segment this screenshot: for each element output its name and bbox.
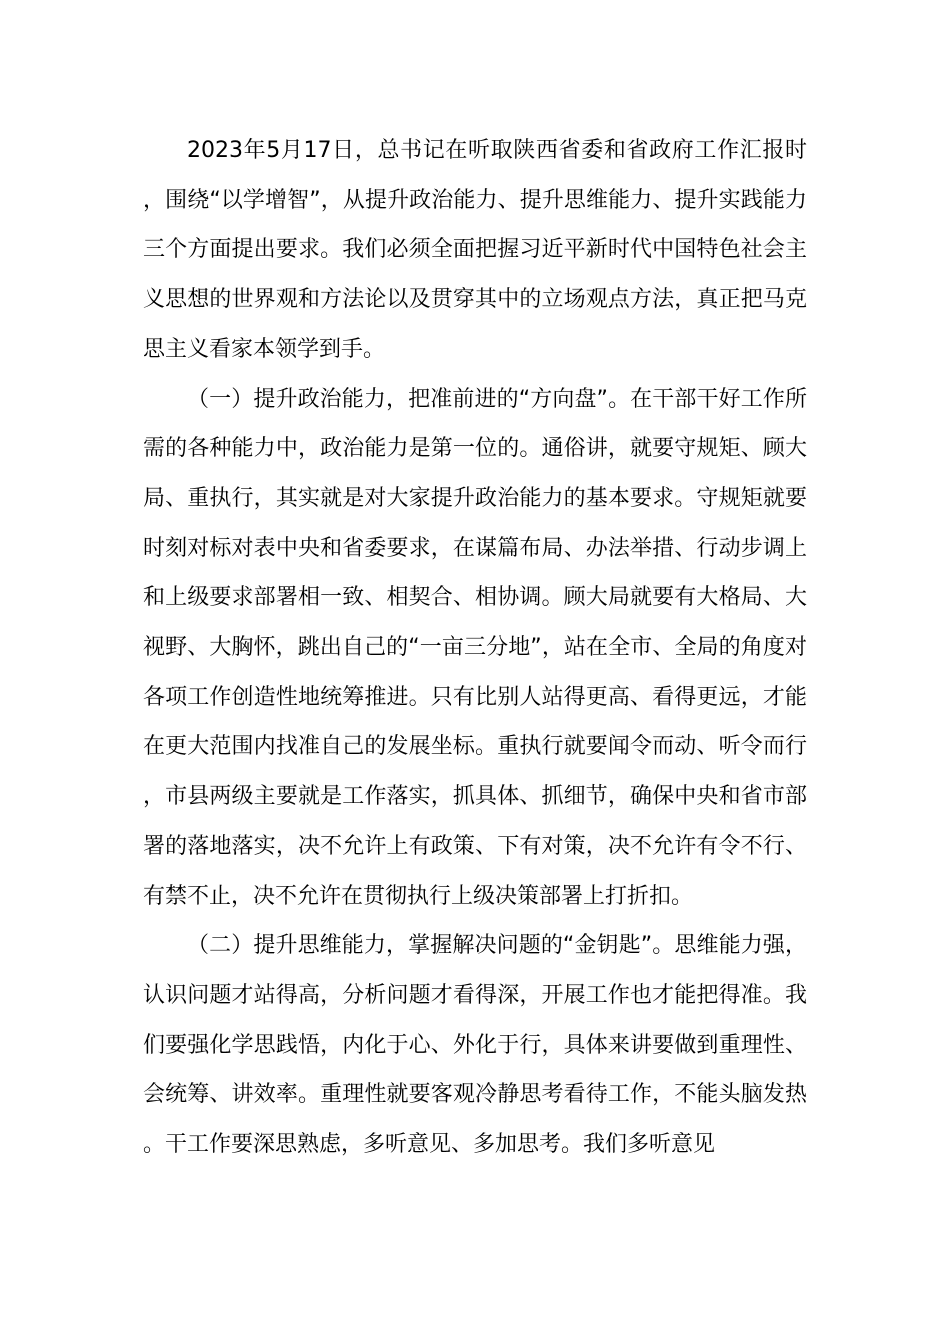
- paragraph-thinking-ability: （二）提升思维能力，掌握解决问题的“金钥匙”。思维能力强，认识问题才站得高，分析问题才看得深，开展工作也才能把得准。我们要强化学思践悟，内化于心、外化于行，具体来讲要做到重理性、会统筹、讲效率。重理性就要客观冷静思考看待工作，不能头脑发热。干工作要深思熟虑，多听意见、多加思考。我们多听意见: [143, 933, 807, 1158]
- document-body: [143, 126, 807, 1170]
- paragraph-political-ability: （一）提升政治能力，把准前进的“方向盘”。在干部干好工作所需的各种能力中，政治能力是第一位的。通俗讲，就要守规矩、顾大局、重执行，其实就是对大家提升政治能力的基本要求。守规矩就要时刻对标对表中央和省委要求，在谋篇布局、办法举措、行动步调上和上级要求部署相一致、相契合、相协调。顾大局就要有大格局、大视野、大胸怀，跳出自己的“一亩三分地”，站在全市、全局的角度对各项工作创造性地统筹推进。只有比别人站得更高、看得更远，才能在更大范围内找准自己的发展坐标。重执行就要闻令而动、听令而行，市县两级主要就是工作落实，抓具体、抓细节，确保中央和省市部署的落地落实，决不允许上有政策、下有对策，决不允许有令不行、有禁不止，决不允许在贯彻执行上级决策部署上打折扣。: [143, 386, 807, 909]
- paragraph-intro: 2023年5月17日，总书记在听取陕西省委和省政府工作汇报时，围绕“以学增智”，从提升政治能力、提升思维能力、提升实践能力三个方面提出要求。我们必须全面把握习近平新时代中国特色社会主义思想的世界观和方法论以及贯穿其中的立场观点方法，真正把马克思主义看家本领学到手。: [143, 138, 807, 362]
